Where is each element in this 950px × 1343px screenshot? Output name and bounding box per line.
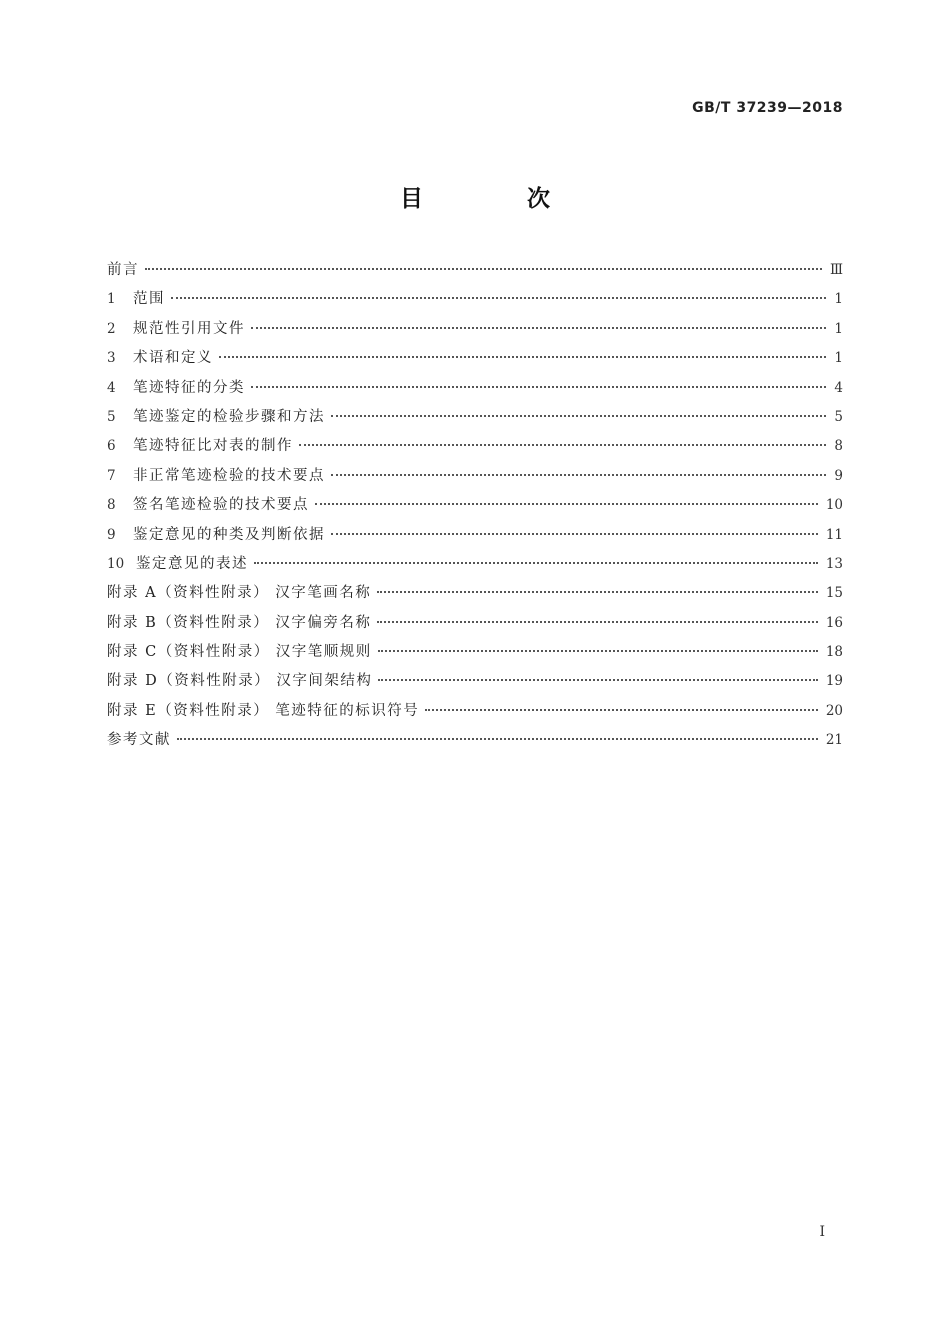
toc-label: 笔迹鉴定的检验步骤和方法 xyxy=(133,408,325,425)
toc-page: 1 xyxy=(834,291,843,308)
toc-page: 20 xyxy=(825,702,843,719)
toc-entry-appendix-e[interactable] xyxy=(107,699,843,728)
toc-number: 4 xyxy=(107,379,116,396)
toc-leader-dots xyxy=(378,679,817,681)
toc-leader-dots xyxy=(219,356,826,358)
toc-label: 签名笔迹检验的技术要点 xyxy=(133,497,309,514)
toc-number: 9 xyxy=(107,526,116,543)
toc-number: 10 xyxy=(107,555,125,572)
toc-page: 8 xyxy=(834,438,843,455)
toc-leader-dots xyxy=(377,591,818,593)
toc-label: 附录 E（资料性附录） 笔迹特征的标识符号 xyxy=(107,702,420,719)
page-number: I xyxy=(819,1224,825,1240)
toc-number: 8 xyxy=(107,497,116,514)
toc-label: 附录 C（资料性附录） 汉字笔顺规则 xyxy=(107,644,372,661)
toc-page: 5 xyxy=(834,408,843,425)
toc-label: 术语和定义 xyxy=(133,350,213,367)
toc-page: 11 xyxy=(825,526,843,543)
toc-leader-dots xyxy=(331,533,818,535)
toc-entry-appendix-c[interactable] xyxy=(107,640,843,669)
toc-leader-dots xyxy=(377,621,817,623)
table-of-contents xyxy=(107,258,843,758)
toc-label: 附录 B（资料性附录） 汉字偏旁名称 xyxy=(107,614,372,631)
toc-label: 鉴定意见的表述 xyxy=(136,555,248,572)
toc-label: 范围 xyxy=(133,291,165,308)
toc-leader-dots xyxy=(254,562,818,564)
toc-number: 5 xyxy=(107,408,116,425)
toc-label: 笔迹特征的分类 xyxy=(133,379,245,396)
toc-page: 10 xyxy=(825,497,843,514)
toc-label: 附录 A（资料性附录） 汉字笔画名称 xyxy=(107,585,372,602)
toc-page: 16 xyxy=(825,614,843,631)
toc-page: 21 xyxy=(825,732,843,749)
toc-leader-dots xyxy=(315,503,818,505)
toc-entry-3[interactable] xyxy=(107,346,843,375)
toc-leader-dots xyxy=(425,709,818,711)
toc-leader-dots xyxy=(177,738,818,740)
toc-page: 19 xyxy=(825,673,843,690)
toc-entry-6[interactable] xyxy=(107,434,843,463)
toc-page: 1 xyxy=(834,320,843,337)
toc-entry-10[interactable] xyxy=(107,552,843,581)
toc-label: 笔迹特征比对表的制作 xyxy=(133,438,293,455)
toc-entry-8[interactable] xyxy=(107,493,843,522)
toc-number: 7 xyxy=(107,467,116,484)
toc-page: Ⅲ xyxy=(829,262,843,278)
toc-entry-1[interactable] xyxy=(107,287,843,316)
toc-entry-bibliography[interactable] xyxy=(107,728,843,757)
toc-label: 非正常笔迹检验的技术要点 xyxy=(133,467,325,484)
toc-entry-foreword[interactable] xyxy=(107,258,843,287)
toc-leader-dots xyxy=(378,650,818,652)
toc-entry-9[interactable] xyxy=(107,523,843,552)
toc-leader-dots xyxy=(251,327,826,329)
toc-number: 3 xyxy=(107,350,116,367)
toc-entry-7[interactable] xyxy=(107,464,843,493)
toc-number: 6 xyxy=(107,438,116,455)
toc-entry-4[interactable] xyxy=(107,376,843,405)
toc-entry-5[interactable] xyxy=(107,405,843,434)
toc-entry-appendix-b[interactable] xyxy=(107,611,843,640)
page-title: 目 次 xyxy=(399,186,598,212)
toc-entry-appendix-d[interactable] xyxy=(107,669,843,698)
toc-number: 1 xyxy=(107,291,116,308)
toc-number: 2 xyxy=(107,320,116,337)
toc-leader-dots xyxy=(299,444,826,446)
toc-label: 前言 xyxy=(107,262,139,278)
toc-label: 参考文献 xyxy=(107,732,171,749)
toc-leader-dots xyxy=(331,415,826,417)
toc-page: 13 xyxy=(825,555,843,572)
toc-entry-2[interactable] xyxy=(107,317,843,346)
toc-label: 附录 D（资料性附录） 汉字间架结构 xyxy=(107,673,373,690)
toc-page: 15 xyxy=(825,585,843,602)
toc-leader-dots xyxy=(331,474,826,476)
toc-leader-dots xyxy=(145,268,822,270)
standard-code: GB/T 37239—2018 xyxy=(692,100,843,116)
toc-page: 18 xyxy=(825,644,843,661)
toc-page: 1 xyxy=(834,350,843,367)
toc-leader-dots xyxy=(171,297,826,299)
toc-page: 4 xyxy=(834,379,843,396)
toc-label: 规范性引用文件 xyxy=(133,320,245,337)
toc-label: 鉴定意见的种类及判断依据 xyxy=(133,526,325,543)
toc-page: 9 xyxy=(834,467,843,484)
toc-entry-appendix-a[interactable] xyxy=(107,581,843,610)
toc-leader-dots xyxy=(251,386,826,388)
